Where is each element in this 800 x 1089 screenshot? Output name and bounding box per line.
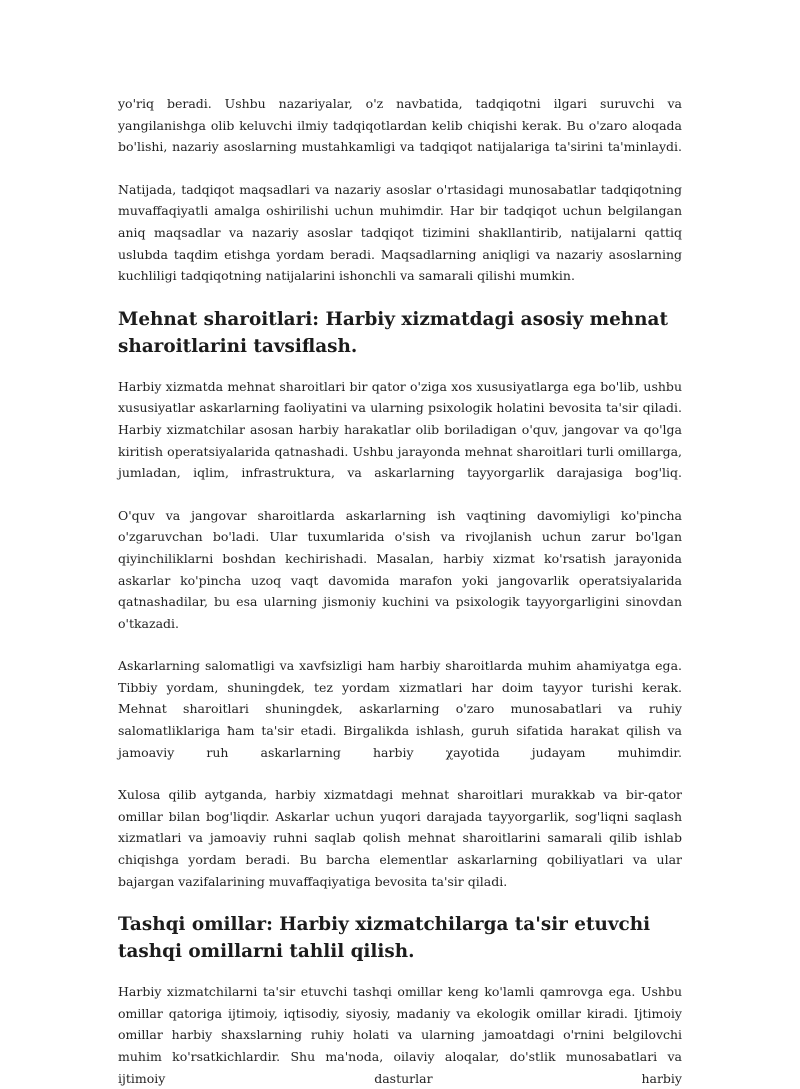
paragraph: Harbiy xizmatda mehnat sharoitlari bir qator o'ziga xos xususiyatlarga ega bo'lib, ushbu xususiyatlar askarlarning faoliyatini va ularning psixologik holatini bevosita ta'sir qiladi. Harbiy xizmatchilar asosan harbiy harakatlar olib boriladigan o'quv, jangovar va qo'lga kiritish operatsiyalarida qatnashadi. Ushbu jarayonda mehnat sharoitlari turli omillarga, jumladan, iqlim, infrastruktura, va askarlarning tayyorgarlik darajasiga bog'liq. xyxy=(118,378,682,481)
paragraph: Askarlarning salomatligi va xavfsizligi ham harbiy sharoitlarda muhim ahamiyatga ega. Tibbiy yordam, shuningdek, tez yordam xizmatlari har doim tayyor turishi kerak. Mehnat sharoitlari shuningdek, askarlarning o'zaro munosabatlari va ruhiy salomatliklariga ħam ta'sir etadi. Birgalikda ishlash, guruh sifatida harakat qilish va jamoaviy ruh askarlarning harbiy χayotida judayam muhimdir. xyxy=(118,658,682,760)
section-heading-external-factors: Tashqi omillar: Harbiy xizmatchilarga ta'sir etuvchi tashqi omillarni tahlil qilish. xyxy=(118,914,651,963)
paragraph: yo'riq beradi. Ushbu nazariyalar, o'z navbatida, tadqiqotni ilgari suruvchi va yangilanishga olib keluvchi ilmiy tadqiqotlardan kelib chiqishi kerak. Bu o'zaro aloqada bo'lishi, nazariy asoslarning mustahkamligi va tadqiqot natijalariga ta'sirini ta'minlaydi. xyxy=(118,96,682,155)
paragraph: Natijada, tadqiqot maqsadlari va nazariy asoslar o'rtasidagi munosabatlar tadqiqotning muvaffaqiyatli amalga oshirilishi uchun muhimdir. Har bir tadqiqot uchun belgilangan aniq maqsadlar va nazariy asoslar tadqiqot tizimini shakllantirib, natijalarni qattiq uslubda taqdim etishga yordam beradi. Maqsadlarning aniqligi va nazariy asoslarning kuchliligi tadqiqotning natijalarini ishonchli va samarali qilishi mumkin. xyxy=(118,181,682,284)
paragraph: Xulosa qilib aytganda, harbiy xizmatdagi mehnat sharoitlari murakkab va bir-qator omillar bilan bog'liqdir. Askarlar uchun yuqori darajada tayyorgarlik, sog'liqni saqlash xizmatlari va jamoaviy ruhni saqlab qolish mehnat sharoitlarini samarali qilib ishlab chiqishga yordam beradi. Bu barcha elementlar askarlarning qobiliyatlari va ular bajargan vazifalarining muvaffaqiyatiga bevosita ta'sir qiladi. xyxy=(118,787,682,889)
section-heading-working-conditions: Mehnat sharoitlari: Harbiy xizmatdagi asosiy mehnat sharoitlarini tavsiflash. xyxy=(118,308,668,357)
paragraph: Harbiy xizmatchilarni ta'sir etuvchi tashqi omillar keng ko'lamli qamrovga ega. Ushbu omillar qatoriga ijtimoiy, iqtisodiy, siyosiy, madaniy va ekologik omillar kiradi. Ijtimoiy omillar harbiy shaxslarning ruhiy holati va ularning jamoatdagi o'rnini belgilovchi muhim ko'rsatkichlardir. Shu ma'noda, oilaviy aloqalar, do'stlik munosabatlari va ijtimoiy dasturlar harbiy xyxy=(118,984,682,1086)
paragraph: O'quv va jangovar sharoitlarda askarlarning ish vaqtining davomiyligi ko'pincha o'zgaruvchan bo'ladi. Ular tuxumlarida o'sish va rivojlanish uchun zarur bo'lgan qiyinchiliklarni boshdan kechirishadi. Masalan, harbiy xizmat ko'rsatish jarayonida askarlar ko'pincha uzoq vaqt davomida marafon yoki jangovarlik operatsiyalarida qatnashadilar, bu esa ularning jismoniy kuchini va psixologik tayyorgarligini sinovdan o'tkazadi. xyxy=(118,507,682,631)
